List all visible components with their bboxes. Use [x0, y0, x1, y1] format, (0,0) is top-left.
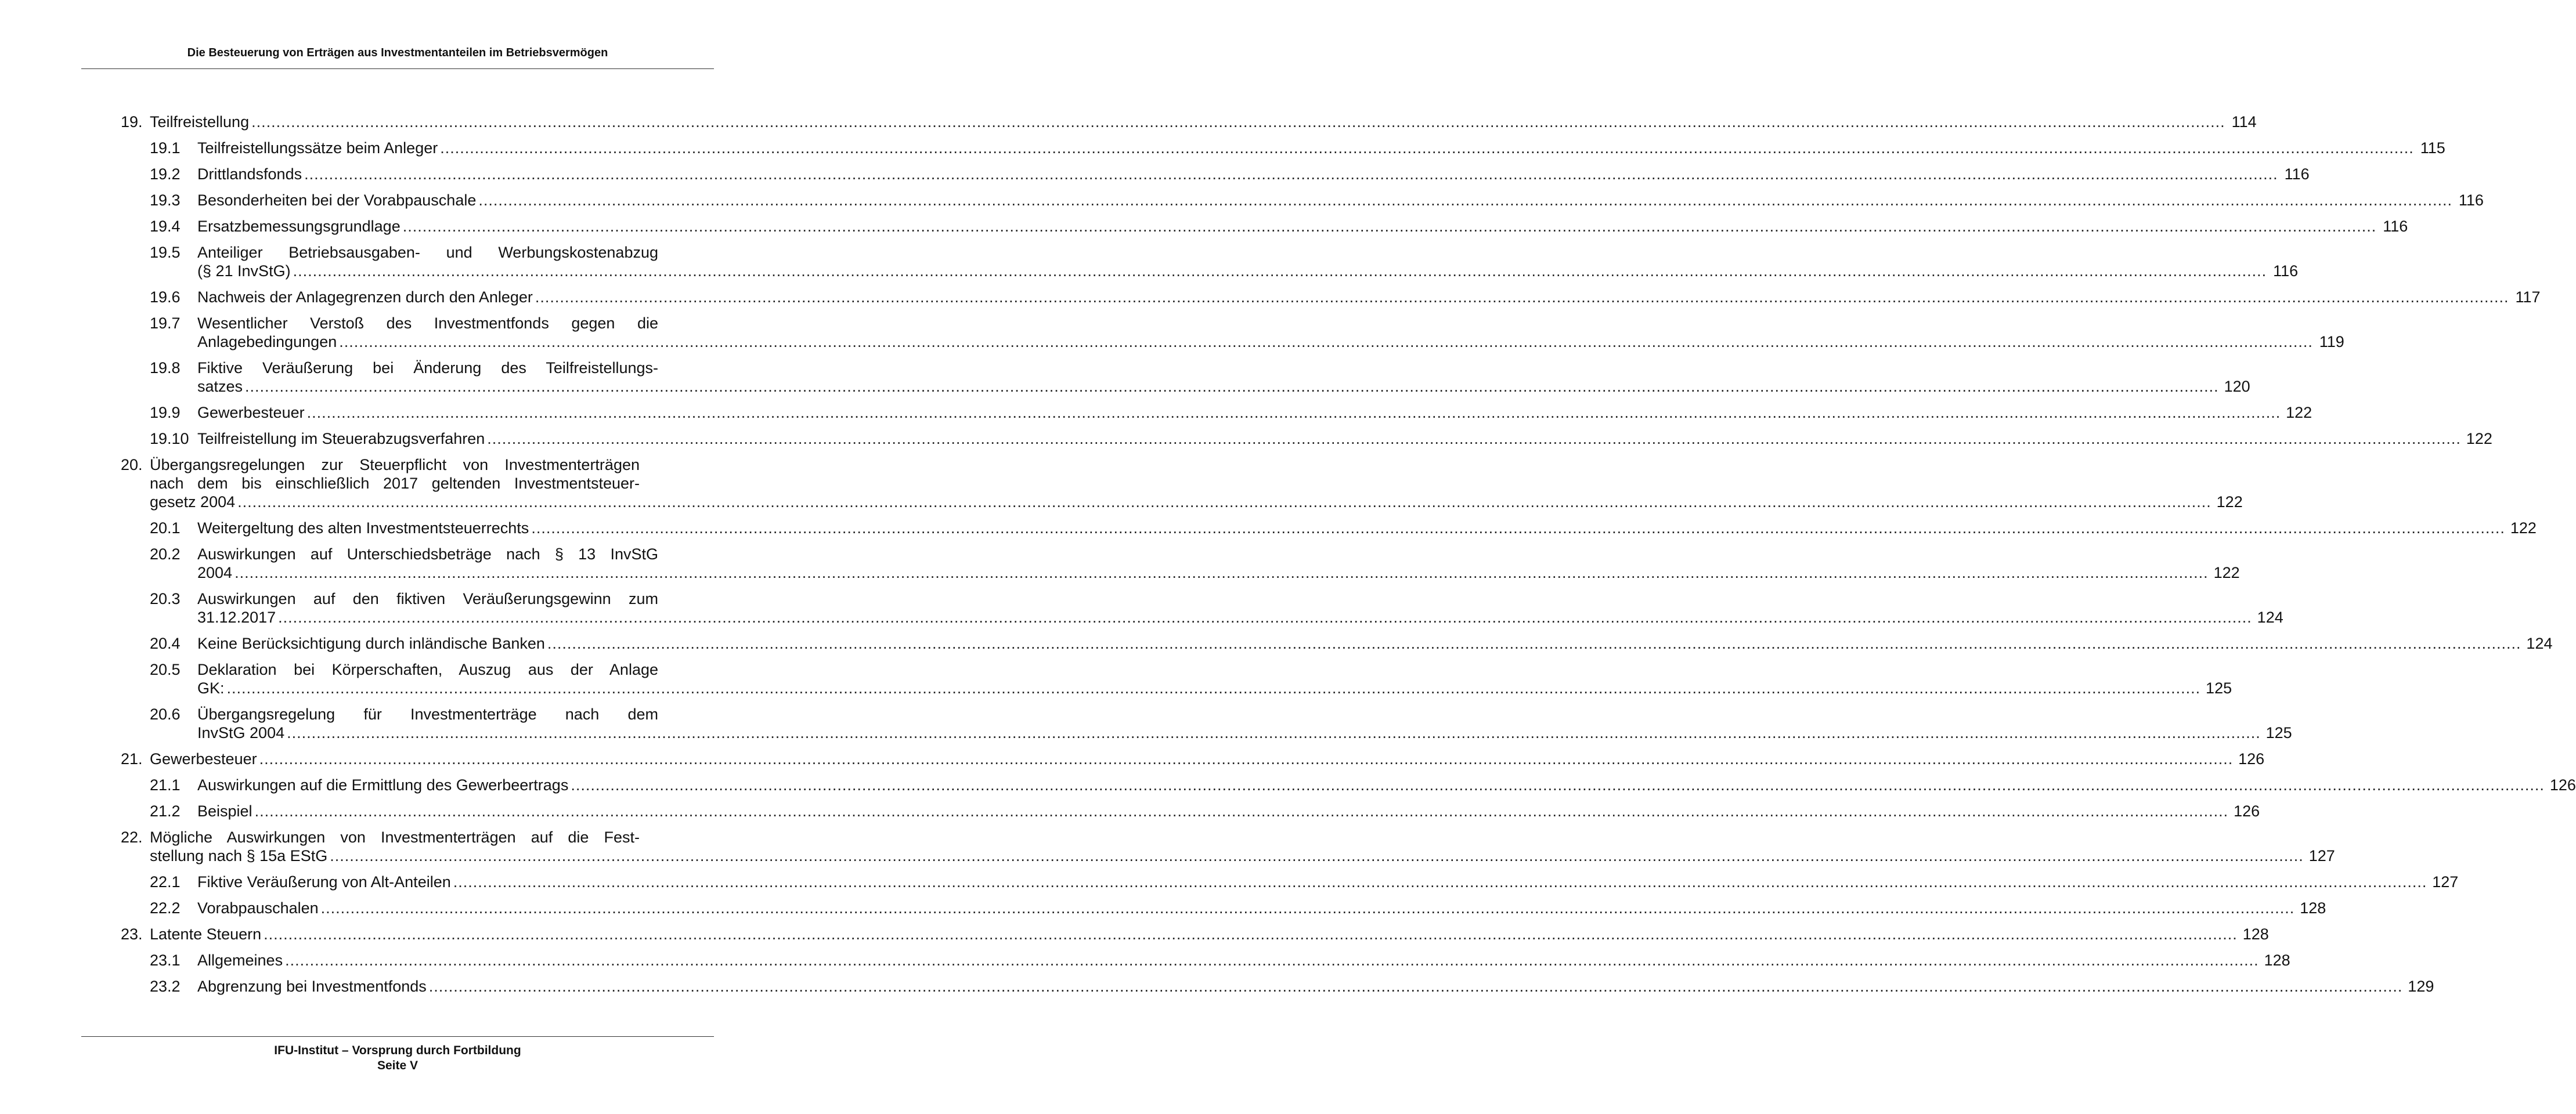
toc-entry-number: 22.	[121, 829, 143, 846]
toc-dot-leader: ................................................................................................................................................................................................................................................................................................................................................................................................................	[339, 333, 2313, 350]
toc-entry-title-line: 2004	[197, 564, 233, 581]
toc-entry-title-line: Fiktive Veräußerung bei Änderung des Teilfreistellungs-	[197, 359, 658, 377]
toc-dot-leader: ................................................................................................................................................................................................................................................................................................................................................................................................................	[245, 378, 2219, 395]
toc-dot-leader: ................................................................................................................................................................................................................................................................................................................................................................................................................	[453, 873, 2427, 891]
toc-entry-title-line: Gewerbesteuer	[197, 404, 305, 421]
toc-entry-title-line: (§ 21 InvStG)	[197, 262, 291, 280]
toc-page-number: 120	[2224, 378, 2250, 395]
toc-dot-leader: ................................................................................................................................................................................................................................................................................................................................................................................................................	[478, 191, 2452, 209]
toc-entry[interactable]	[121, 403, 2312, 422]
toc-page-number: 126	[2234, 802, 2260, 820]
toc-entry-number: 23.2	[150, 978, 181, 995]
header-divider	[81, 68, 714, 69]
toc-entry[interactable]	[121, 705, 2292, 742]
toc-entry-title-line: Latente Steuern	[150, 925, 262, 943]
toc-entry-number: 23.	[121, 925, 143, 943]
page-footer	[81, 1043, 714, 1073]
toc-entry-title-line: Fiktive Veräußerung von Alt-Anteilen	[197, 873, 451, 891]
toc-page-number: 116	[2383, 218, 2408, 235]
toc-dot-leader: ................................................................................................................................................................................................................................................................................................................................................................................................................	[306, 404, 2281, 421]
toc-entry-title-line: Abgrenzung bei Investmentfonds	[197, 978, 427, 995]
toc-page-number: 127	[2432, 873, 2459, 891]
toc-dot-leader: ................................................................................................................................................................................................................................................................................................................................................................................................................	[571, 776, 2545, 794]
toc-entry-number: 19.9	[150, 404, 181, 421]
toc-entry[interactable]	[121, 899, 2326, 917]
toc-dot-leader: ................................................................................................................................................................................................................................................................................................................................................................................................................	[304, 165, 2278, 183]
page-header: Die Besteuerung von Erträgen aus Investmentanteilen im Betriebsvermögen	[187, 46, 608, 59]
toc-dot-leader: ................................................................................................................................................................................................................................................................................................................................................................................................................	[440, 139, 2414, 157]
toc-page-number: 122	[2286, 404, 2312, 421]
toc-entry-number: 19.10	[150, 430, 189, 447]
toc-entry-number: 23.1	[150, 952, 181, 969]
toc-entry-title-line: 31.12.2017	[197, 609, 276, 626]
toc-entry-title-line: Nachweis der Anlagegrenzen durch den Anleger	[197, 288, 533, 306]
toc-entry[interactable]	[121, 113, 2257, 131]
toc-entry-number: 19.3	[150, 191, 181, 209]
toc-entry-title-line: stellung nach § 15a EStG	[150, 847, 328, 865]
toc-dot-leader: ................................................................................................................................................................................................................................................................................................................................................................................................................	[320, 899, 2295, 917]
toc-page-number: 117	[2515, 288, 2541, 306]
toc-entry-title-line: Auswirkungen auf die Ermittlung des Gewerbeertrags	[197, 776, 569, 794]
toc-entry-number: 20.3	[150, 590, 181, 607]
toc-entry-title-line: Gewerbesteuer	[150, 750, 257, 768]
toc-page-number: 129	[2408, 978, 2434, 995]
toc-entry-number: 20.5	[150, 661, 181, 678]
toc-entry[interactable]	[121, 519, 2537, 537]
toc-entry[interactable]	[121, 288, 2541, 306]
toc-entry-number: 21.2	[150, 802, 181, 820]
toc-entry-title-line: Übergangsregelung für Investmenterträge nach dem	[197, 706, 658, 723]
toc-page-number: 122	[2510, 519, 2537, 537]
toc-dot-leader: ................................................................................................................................................................................................................................................................................................................................................................................................................	[259, 750, 2234, 768]
toc-page-number: 116	[2273, 262, 2299, 280]
toc-entry-title-line: nach dem bis einschließlich 2017 geltenden Investmentsteuer-	[150, 475, 640, 492]
toc-entry-number: 20.	[121, 456, 143, 473]
toc-entry[interactable]	[121, 951, 2290, 970]
toc-dot-leader: ................................................................................................................................................................................................................................................................................................................................................................................................................	[264, 925, 2238, 943]
toc-entry-title-line: Mögliche Auswirkungen von Investmenterträgen auf die Fest-	[150, 829, 640, 846]
toc-entry[interactable]	[121, 429, 2492, 448]
toc-dot-leader: ................................................................................................................................................................................................................................................................................................................................................................................................................	[285, 952, 2259, 969]
toc-entry[interactable]	[121, 139, 2445, 157]
toc-page-number: 124	[2257, 609, 2283, 626]
toc-entry-title-line: Teilfreistellung	[150, 113, 250, 131]
toc-dot-leader: ................................................................................................................................................................................................................................................................................................................................................................................................................	[234, 564, 2209, 581]
toc-page-number: 128	[2242, 925, 2269, 943]
toc-entry-title-line: Beispiel	[197, 802, 252, 820]
toc-entry[interactable]	[121, 828, 2335, 865]
toc-entry[interactable]	[121, 873, 2459, 891]
toc-dot-leader: ................................................................................................................................................................................................................................................................................................................................................................................................................	[487, 430, 2461, 447]
toc-page-number: 128	[2264, 952, 2290, 969]
toc-entry[interactable]	[121, 314, 2344, 351]
toc-dot-leader: ................................................................................................................................................................................................................................................................................................................................................................................................................	[402, 218, 2377, 235]
toc-entry-number: 19.7	[150, 314, 181, 332]
toc-dot-leader: ................................................................................................................................................................................................................................................................................................................................................................................................................	[278, 609, 2252, 626]
toc-entry-number: 21.	[121, 750, 143, 768]
toc-entry-title-line: Anteiliger Betriebsausgaben- und Werbungskostenabzug	[197, 244, 658, 261]
footer-divider	[81, 1036, 714, 1037]
toc-entry-title-line: Vorabpauschalen	[197, 899, 319, 917]
toc-entry-number: 19.5	[150, 244, 181, 261]
toc-entry[interactable]	[121, 634, 2553, 653]
toc-entry-title-line: satzes	[197, 378, 243, 395]
toc-entry-title-line: Besonderheiten bei der Vorabpauschale	[197, 191, 477, 209]
toc-entry[interactable]	[121, 359, 2250, 396]
toc-entry-title-line: Drittlandsfonds	[197, 165, 302, 183]
toc-page-number: 116	[2284, 165, 2310, 183]
toc-page-number: 126	[2238, 750, 2265, 768]
toc-entry-title-line: GK:	[197, 679, 225, 697]
toc-dot-leader: ................................................................................................................................................................................................................................................................................................................................................................................................................	[251, 113, 2225, 131]
toc-page-number: 116	[2458, 191, 2484, 209]
toc-entry-number: 19.6	[150, 288, 181, 306]
footer-page-number: Seite V	[377, 1059, 418, 1072]
toc-entry-number: 21.1	[150, 776, 181, 794]
toc-entry[interactable]	[121, 455, 2243, 511]
toc-entry-title-line: Auswirkungen auf Unterschiedsbeträge nach § 13 InvStG	[197, 545, 658, 563]
footer-institute: IFU-Institut – Vorsprung durch Fortbildung	[274, 1044, 521, 1057]
toc-entry-number: 19.	[121, 113, 143, 131]
toc-dot-leader: ................................................................................................................................................................................................................................................................................................................................................................................................................	[428, 978, 2403, 995]
toc-entry-title-line: Teilfreistellung im Steuerabzugsverfahren	[197, 430, 485, 447]
toc-entry-title-line: Anlagebedingungen	[197, 333, 337, 350]
toc-entry-number: 22.2	[150, 899, 181, 917]
toc-entry[interactable]	[121, 660, 2232, 697]
toc-entry[interactable]	[121, 750, 2265, 768]
toc-entry-title-line: Deklaration bei Körperschaften, Auszug aus der Anlage	[197, 661, 658, 678]
toc-entry[interactable]	[121, 589, 2283, 627]
toc-page-number: 124	[2526, 635, 2553, 652]
toc-page-number: 122	[2466, 430, 2492, 447]
toc-entry-title-line: Teilfreistellungssätze beim Anleger	[197, 139, 438, 157]
toc-entry-title-line: Wesentlicher Verstoß des Investmentfonds gegen die	[197, 314, 658, 332]
toc-dot-leader: ................................................................................................................................................................................................................................................................................................................................................................................................................	[287, 724, 2261, 742]
toc-entry[interactable]	[121, 977, 2434, 996]
toc-entry-number: 19.1	[150, 139, 181, 157]
toc-entry-title-line: Keine Berücksichtigung durch inländische Banken	[197, 635, 545, 652]
toc-dot-leader: ................................................................................................................................................................................................................................................................................................................................................................................................................	[547, 635, 2521, 652]
toc-dot-leader: ................................................................................................................................................................................................................................................................................................................................................................................................................	[531, 519, 2505, 537]
toc-entry[interactable]	[121, 217, 2408, 236]
toc-entry[interactable]	[121, 802, 2260, 820]
toc-entry-title-line: Ersatzbemessungsgrundlage	[197, 218, 401, 235]
toc-entry[interactable]	[121, 776, 2576, 794]
toc-entry-number: 20.4	[150, 635, 181, 652]
toc-dot-leader: ................................................................................................................................................................................................................................................................................................................................................................................................................	[293, 262, 2267, 280]
toc-entry[interactable]	[121, 165, 2310, 183]
toc-entry-number: 20.2	[150, 545, 181, 563]
toc-entry-number: 19.4	[150, 218, 181, 235]
toc-entry-title-line: Weitergeltung des alten Investmentsteuerrechts	[197, 519, 529, 537]
toc-page-number: 122	[2216, 493, 2243, 511]
toc-entry-number: 22.1	[150, 873, 181, 891]
toc-entry-title-line: Auswirkungen auf den fiktiven Veräußerungsgewinn zum	[197, 590, 658, 607]
toc-dot-leader: ................................................................................................................................................................................................................................................................................................................................................................................................................	[330, 847, 2304, 865]
toc-page-number: 128	[2300, 899, 2326, 917]
toc-dot-leader: ................................................................................................................................................................................................................................................................................................................................................................................................................	[237, 493, 2211, 511]
toc-entry-title-line: Übergangsregelungen zur Steuerpflicht von Investmenterträgen	[150, 456, 640, 473]
toc-page-number: 127	[2308, 847, 2335, 865]
toc-entry[interactable]	[121, 191, 2484, 209]
toc-dot-leader: ................................................................................................................................................................................................................................................................................................................................................................................................................	[226, 679, 2201, 697]
toc-entry-number: 20.1	[150, 519, 181, 537]
toc-page-number: 125	[2265, 724, 2292, 742]
table-of-contents	[121, 113, 2576, 1003]
toc-entry[interactable]	[121, 545, 2240, 582]
toc-entry-title-line: gesetz 2004	[150, 493, 236, 511]
toc-page-number: 114	[2231, 113, 2257, 131]
toc-page-number: 115	[2420, 139, 2445, 157]
toc-entry-number: 19.2	[150, 165, 181, 183]
toc-entry-title-line: InvStG 2004	[197, 724, 285, 742]
toc-entry-number: 19.8	[150, 359, 181, 377]
toc-page-number: 119	[2319, 333, 2344, 350]
toc-dot-leader: ................................................................................................................................................................................................................................................................................................................................................................................................................	[535, 288, 2509, 306]
toc-entry-number: 20.6	[150, 706, 181, 723]
toc-entry[interactable]	[121, 243, 2299, 280]
toc-entry-title-line: Allgemeines	[197, 952, 283, 969]
toc-entry[interactable]	[121, 925, 2269, 943]
toc-page-number: 126	[2549, 776, 2576, 794]
toc-page-number: 125	[2206, 679, 2232, 697]
toc-page-number: 122	[2213, 564, 2240, 581]
toc-dot-leader: ................................................................................................................................................................................................................................................................................................................................................................................................................	[254, 802, 2229, 820]
